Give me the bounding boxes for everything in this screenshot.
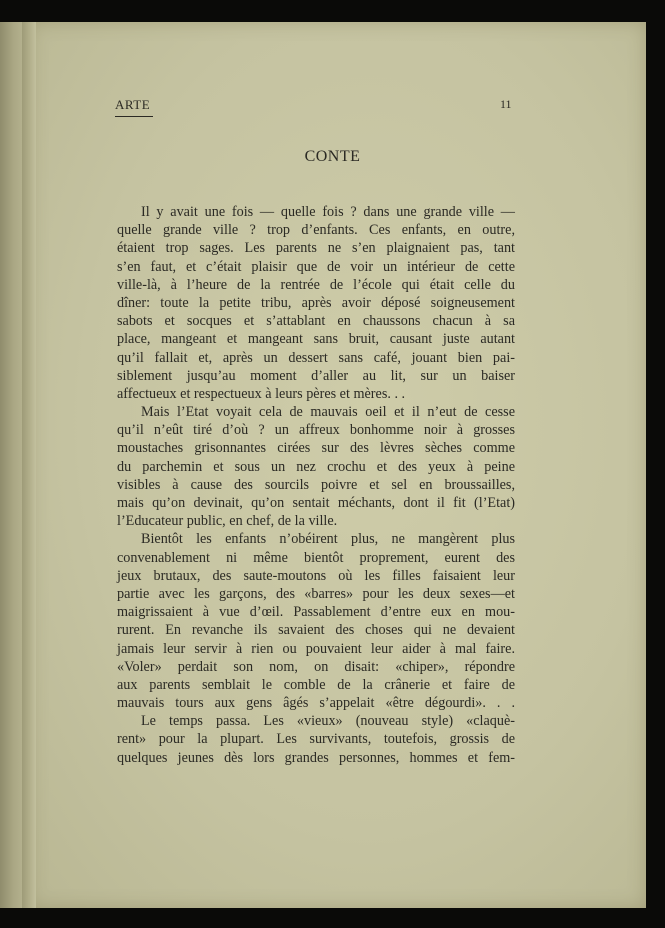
text-line: Bientôt les enfants n’obéirent plus, ne mangèrent plus xyxy=(141,531,515,548)
text-line: quelques jeunes dès lors grandes personnes, hommes et fem- xyxy=(117,749,515,766)
text-line: s’en faut, et c’était plaisir que de voir un intérieur de cette xyxy=(117,258,515,275)
text-line: qu’il n’eût tiré d’où ? un affreux bonhomme noir à grosses xyxy=(117,422,515,439)
text-line: maigrissaient à vue d’œil. Passablement d’entre eux en mou- xyxy=(117,604,515,621)
text-line: convenablement ni même bientôt proprement, eurent des xyxy=(117,549,515,566)
text-line: jamais leur servir à rien ou pouvaient leur aider à mal faire. xyxy=(117,640,515,657)
text-line: sabots et socques et s’attablant en chaussons chacun à sa xyxy=(117,313,515,330)
text-line: partie avec les garçons, des «barres» pour les deux sexes—et xyxy=(117,585,515,602)
text-line: qu’il fallait et, après un dessert sans café, jouant bien pai- xyxy=(117,349,515,366)
page-number: 11 xyxy=(500,97,512,111)
story-title: CONTE xyxy=(304,148,361,165)
text-line: mais qu’on devinait, qu’on sentait méchants, dont il fit (l’Etat) xyxy=(117,495,515,511)
running-header-title: ARTE xyxy=(115,97,151,112)
text-line: rurent. En revanche ils savaient des choses qui ne devaient xyxy=(117,622,515,639)
text-line: «Voler» perdait son nom, on disait: «chiper», répondre xyxy=(117,658,515,675)
text-line: rent» pour la plupart. Les survivants, toutefois, grossis de xyxy=(117,731,515,748)
text-line: moustaches grisonnantes cirées sur des lèvres sèches comme xyxy=(117,440,515,457)
text-line: aux parents semblait le comble de la crânerie et faire de xyxy=(117,676,515,693)
text-line: Il y avait une fois — quelle fois ? dans une grande ville — xyxy=(141,204,515,220)
text-line: jeux brutaux, des saute-moutons où les filles faisaient leur xyxy=(117,567,515,584)
text-line: quelle grande ville ? trop d’enfants. Ces enfants, en outre, xyxy=(117,222,515,239)
text-line: dîner: toute la petite tribu, après avoir déposé soigneusement xyxy=(117,294,515,311)
header-underline xyxy=(115,116,153,117)
text-line: visibles à cause des sourcils poivre et sel en broussailles, xyxy=(117,476,515,493)
text-line: Le temps passa. Les «vieux» (nouveau style) «claquè- xyxy=(141,713,515,730)
body-text xyxy=(117,203,515,767)
text-line: étaient trop sages. Les parents ne s’en plaignaient pas, tant xyxy=(117,240,515,257)
text-line: Mais l’Etat voyait cela de mauvais oeil et il n’eut de cesse xyxy=(141,404,515,421)
text-line: affectueux et respectueux à leurs pères et mères. . . xyxy=(117,385,406,402)
text-line: place, mangeant et mangeant sans bruit, causant juste autant xyxy=(117,331,515,348)
text-line: siblement jusqu’au moment d’aller au lit, sur un baiser xyxy=(117,367,515,384)
text-line: l’Educateur public, en chef, de la ville. xyxy=(117,513,338,530)
text-line: mauvais tours aux gens âgés s’appelait «être dégourdi». . . xyxy=(117,695,515,712)
text-line: du parchemin et sous un nez crochu et des yeux à peine xyxy=(117,458,515,475)
text-line: ville-là, à l’heure de la rentrée de l’école qui était celle du xyxy=(117,276,515,293)
